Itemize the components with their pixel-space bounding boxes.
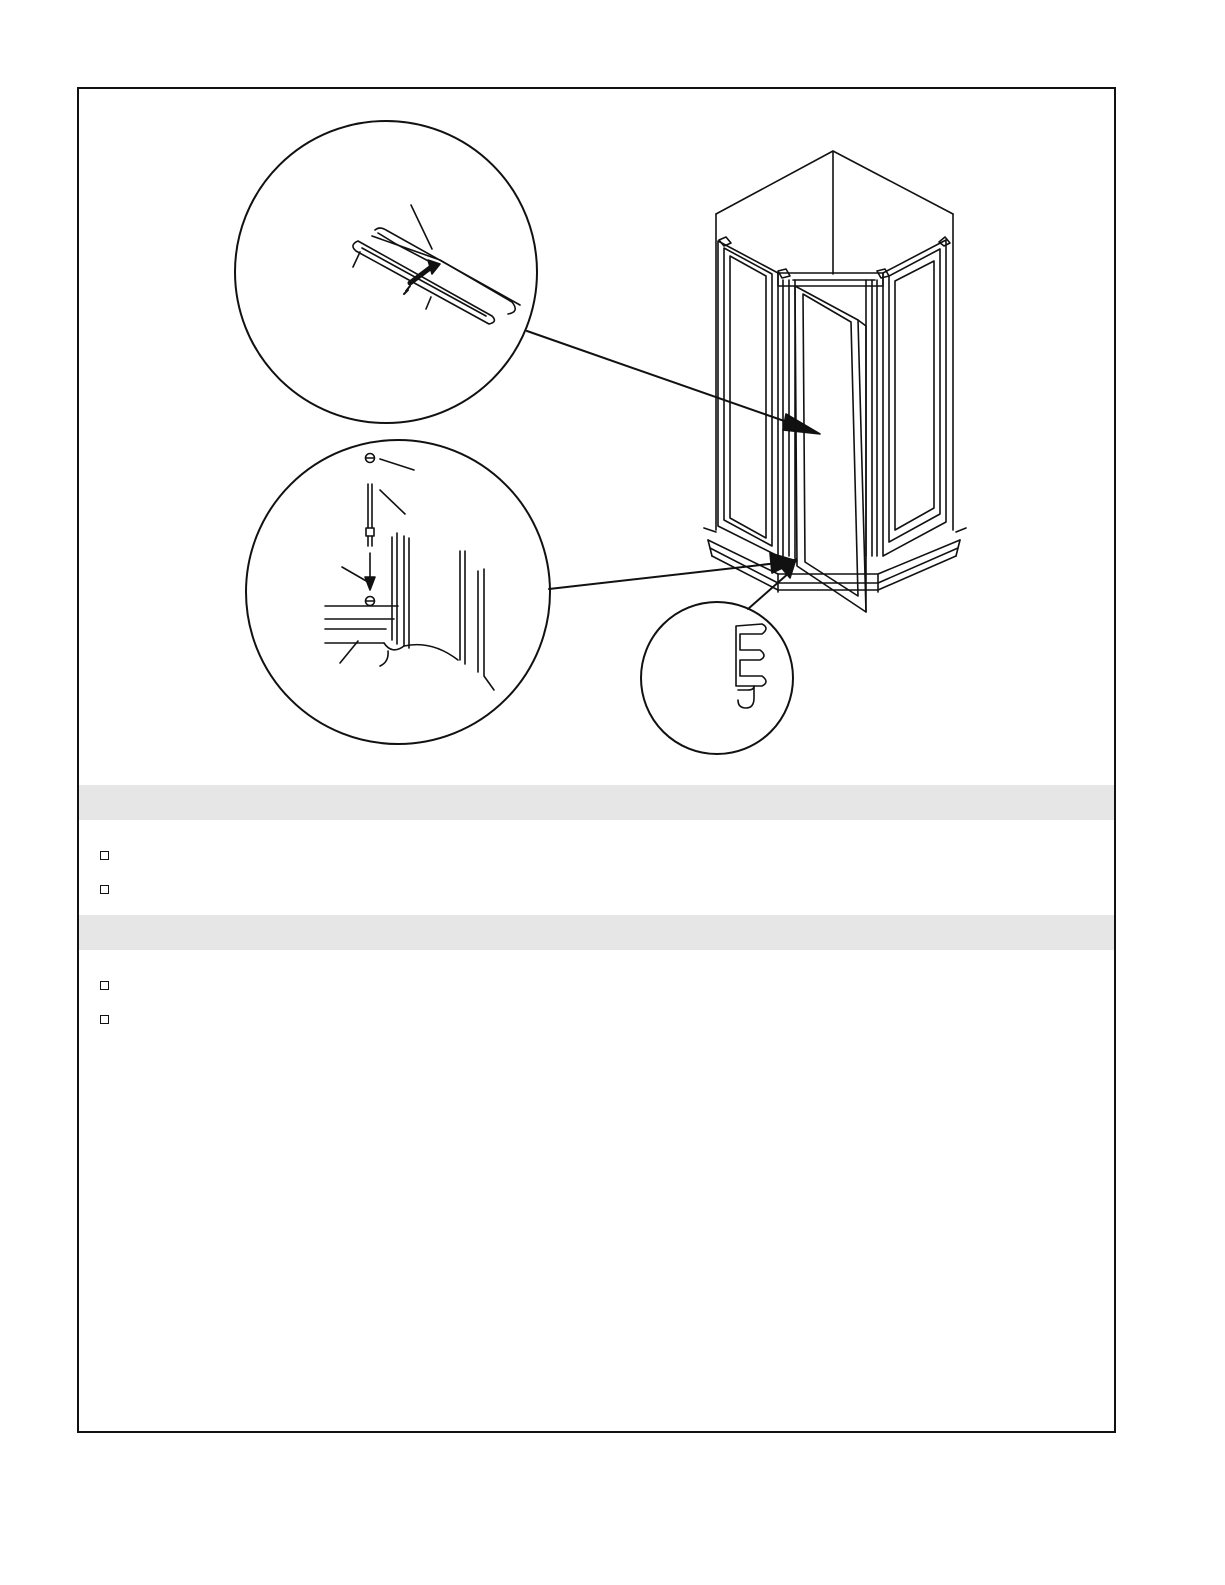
detail-circle-profile: [641, 602, 793, 754]
detail-leader-seal: [527, 331, 790, 423]
checklist-item: [100, 881, 119, 897]
detail-circle-hinge: [246, 440, 550, 744]
shower-enclosure: [704, 151, 966, 612]
checklist-item: [100, 847, 119, 863]
detail-leader-hinge: [549, 563, 778, 589]
installation-illustration: [0, 0, 1225, 780]
checkbox-icon: [100, 981, 109, 990]
checklist-item: [100, 1011, 119, 1027]
detail-circle-seal: [235, 121, 537, 423]
checkbox-icon: [100, 851, 109, 860]
checkbox-icon: [100, 1015, 109, 1024]
section-header-1: [79, 785, 1114, 820]
section-header-2: [79, 915, 1114, 950]
checklist-item: [100, 977, 119, 993]
checkbox-icon: [100, 885, 109, 894]
